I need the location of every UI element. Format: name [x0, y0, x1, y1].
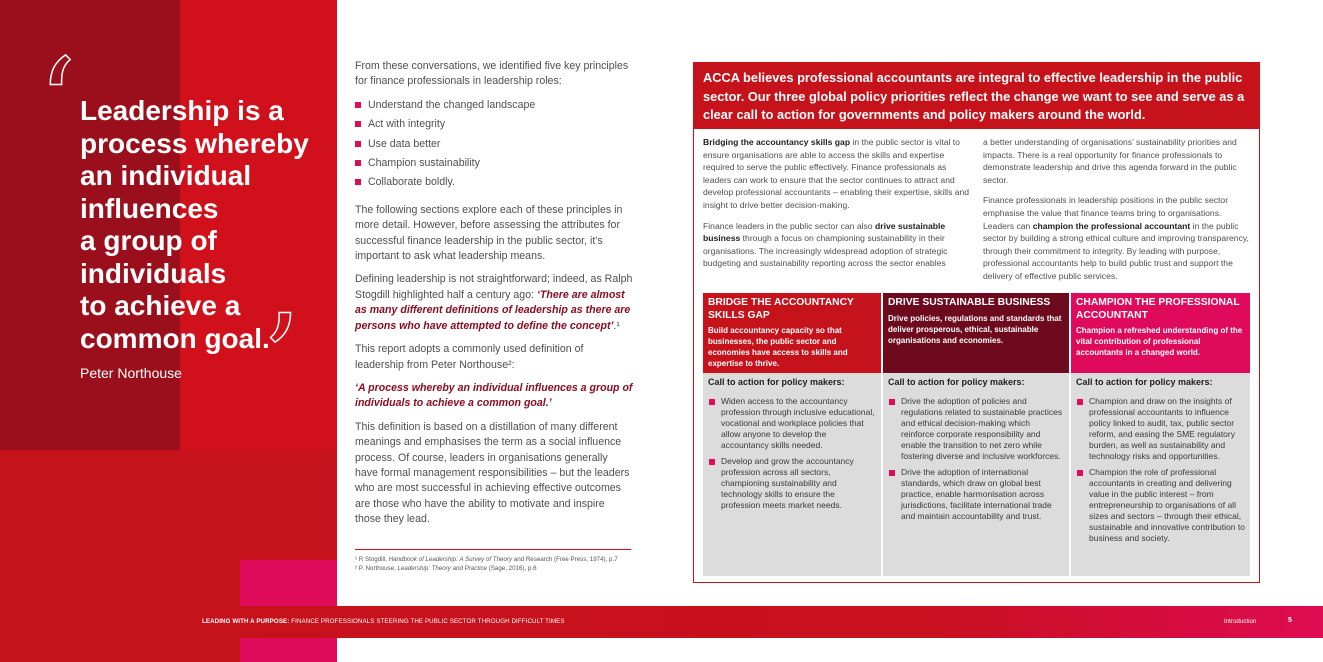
list-item: Champion sustainability: [355, 156, 633, 171]
body-column: [355, 59, 633, 536]
principles-list: [355, 98, 633, 191]
priority-header: DRIVE SUSTAINABLE BUSINESS Drive policies, regulations and standards that deliver prosperous, ethical, sustainable organisations and economies.: [883, 293, 1069, 373]
policy-text-col-1: Bridging the accountancy skills gap in the public sector is vital to ensure organisations are able to access the skills and expertise required to serve the public effectively. Finance professionals as leaders can work to ensure that the sector continues to attract and develop professional accountants – enabling their expertise, skills and insight to drive better decision-making. Finance leaders in the public sector can also drive sustainable business through a focus on championing sustainability in their organisations. The increasingly widespread adoption of strategic budgeting and sustainability reporting across the sector enables: [703, 137, 970, 269]
priority-body: Call to action for policy makers: Drive the adoption of policies and regulations related to sustainable practices and ethical decision-making which reinforce corporate responsibility and enable the transition to net zero while fostering diverse and inclusive workforces. Drive the adoption of international standards, which draw on global best practice, enable harmonisation across jurisdictions, facilitate international trade and maintain accountability and trust.: [883, 373, 1069, 576]
priority-body: Call to action for policy makers: Champion and draw on the insights of professional accountants to influence policy linked to audit, tax, public sector reform, and easing the SME regulatory burden, as well as sustainability and technology risks and opportunities. Champion the role of professional accountants in creating and delivering value in the public interest – from entrepreneurship to organisations of all sizes and sectors – through their ethical, sustainable and innovative contribution to business and society.: [1071, 373, 1250, 576]
priority-drive-sustainable-business: [883, 293, 1069, 576]
quote-author: Peter Northouse: [80, 365, 182, 381]
bullet-icon: [889, 470, 895, 476]
priority-bridge-skills-gap: [703, 293, 881, 576]
pink-strip: [240, 638, 337, 662]
priority-header: CHAMPION THE PROFESSIONAL ACCOUNTANT Champion a refreshed understanding of the vital contribution of professional accountants in a changed world.: [1071, 293, 1250, 373]
list-item: Drive the adoption of international standards, which draw on global best practice, enable harmonisation across jurisdictions, facilitate international trade and maintain accountability and trust.: [888, 467, 1064, 522]
policy-box-text: [703, 136, 1253, 291]
policy-text-col-2: a better understanding of organisations’ sustainability priorities and impacts. There is a real opportunity for finance professionals to demonstrate leadership and drive this agenda forward in the public sector. Finance professionals in leadership positions in the public sector emphasise the value that finance teams bring to organisations. Leaders can champion the professional accountant in the public sector by building a strong ethical culture and improving transparency, through their commitment to integrity. By leading with purpose, professional accountants help to build public trust and support the delivery of effective public services.: [983, 137, 1249, 281]
priority-header: BRIDGE THE ACCOUNTANCY SKILLS GAP Build accountancy capacity so that businesses, the public sector and economies have access to skills and expertise to thrive.: [703, 293, 881, 373]
footnotes: [355, 549, 631, 573]
bullet-icon: [1077, 470, 1083, 476]
list-item: Use data better: [355, 137, 633, 152]
footer-title: LEADING WITH A PURPOSE: FINANCE PROFESSIONALS STEERING THE PUBLIC SECTOR THROUGH DIFFICULT TIMES: [202, 618, 565, 625]
footer-section: Introduction: [1224, 618, 1257, 625]
bullet-icon: [355, 121, 361, 127]
footnote-1: ¹ R Stogdill, Handbook of Leadership: A Survey of Theory and Research (Free Press, 1974), p.7: [355, 556, 618, 563]
bullet-icon: [355, 141, 361, 147]
paragraph: The following sections explore each of these principles in more detail. However, before assessing the attributes for successful finance leadership in the public sector, it’s important to ask what leadership means.: [355, 203, 623, 263]
definition-quote: ‘A process whereby an individual influences a group of individuals to achieve a common goal.’: [355, 381, 633, 410]
bullet-icon: [889, 399, 895, 405]
intro-paragraph: From these conversations, we identified five key principles for finance professionals in leadership roles:: [355, 60, 629, 88]
bullet-icon: [709, 459, 715, 465]
list-item: Develop and grow the accountancy profession across all sectors, championing sustainability and technology skills to ensure the profession meets market needs.: [708, 456, 876, 511]
paragraph: This report adopts a commonly used definition of leadership from Peter Northouse²:: [355, 343, 584, 371]
list-item: Collaborate boldly.: [355, 175, 633, 190]
page-footer: [0, 606, 1323, 638]
policy-box-header: ACCA believes professional accountants are integral to effective leadership in the public sector. Our three global policy priorities reflect the change we want to see and serve as a clear call to action for governments and policy makers around the world.: [694, 63, 1259, 129]
bullet-icon: [709, 399, 715, 405]
footnote-2: ² P. Northouse, Leadership: Theory and Practice (Sage, 2016), p.6: [355, 565, 537, 572]
bullet-icon: [1077, 399, 1083, 405]
list-item: Act with integrity: [355, 117, 633, 132]
open-quote-icon: ‘: [38, 34, 77, 173]
list-item: Champion and draw on the insights of professional accountants to influence policy linked to audit, tax, public sector reform, and easing the SME regulatory burden, as well as sustainability and technology risks and opportunities.: [1076, 396, 1245, 462]
paragraph: This definition is based on a distillation of many different meanings and emphasises the term as a social influence process. Of course, leaders in organisations generally have formal management responsibilities – but the leaders who are most successful in achieving effective outcomes are those who have the ability to motivate and inspire those they lead.: [355, 420, 630, 526]
stogdill-quote: ‘There are almost as many different definitions of leadership as there are persons who have attempted to define the concept’: [355, 288, 631, 332]
priority-champion-accountant: [1071, 293, 1250, 576]
quote-panel: [0, 0, 337, 662]
bullet-icon: [355, 160, 361, 166]
list-item: Drive the adoption of policies and regulations related to sustainable practices and ethical decision-making which reinforce corporate responsibility and enable the transition to net zero while fostering diverse and inclusive workforces.: [888, 396, 1064, 462]
stogdill-paragraph: Defining leadership is not straightforward; indeed, as Ralph Stogdill highlighted half a century ago: ‘There are almost as many different definitions of leadership as there are persons who have attempted to define the concept’.¹: [355, 273, 633, 332]
priorities-table: [703, 293, 1250, 576]
page-number: 5: [1288, 617, 1292, 624]
list-item: Understand the changed landscape: [355, 98, 633, 113]
list-item: Widen access to the accountancy profession through inclusive educational, vocational and workplace policies that allow anyone to develop the accountancy skills needed.: [708, 396, 876, 451]
bullet-icon: [355, 179, 361, 185]
pull-quote: Leadership is a process whereby an individual influences a group of individuals to achieve a common goal.: [80, 95, 309, 354]
close-quote-icon: ’: [262, 290, 301, 429]
bullet-icon: [355, 102, 361, 108]
policy-box: [693, 62, 1260, 583]
list-item: Champion the role of professional accountants in creating and delivering value in the public interest – from entrepreneurship to organisations of all sizes and sectors – through their ethical, sustainable and innovative contribution to business and society.: [1076, 467, 1245, 544]
priority-body: Call to action for policy makers: Widen access to the accountancy profession through inclusive educational, vocational and workplace policies that allow anyone to develop the accountancy skills needed. Develop and grow the accountancy profession across all sectors, championing sustainability and technology skills to ensure the profession meets market needs.: [703, 373, 881, 576]
